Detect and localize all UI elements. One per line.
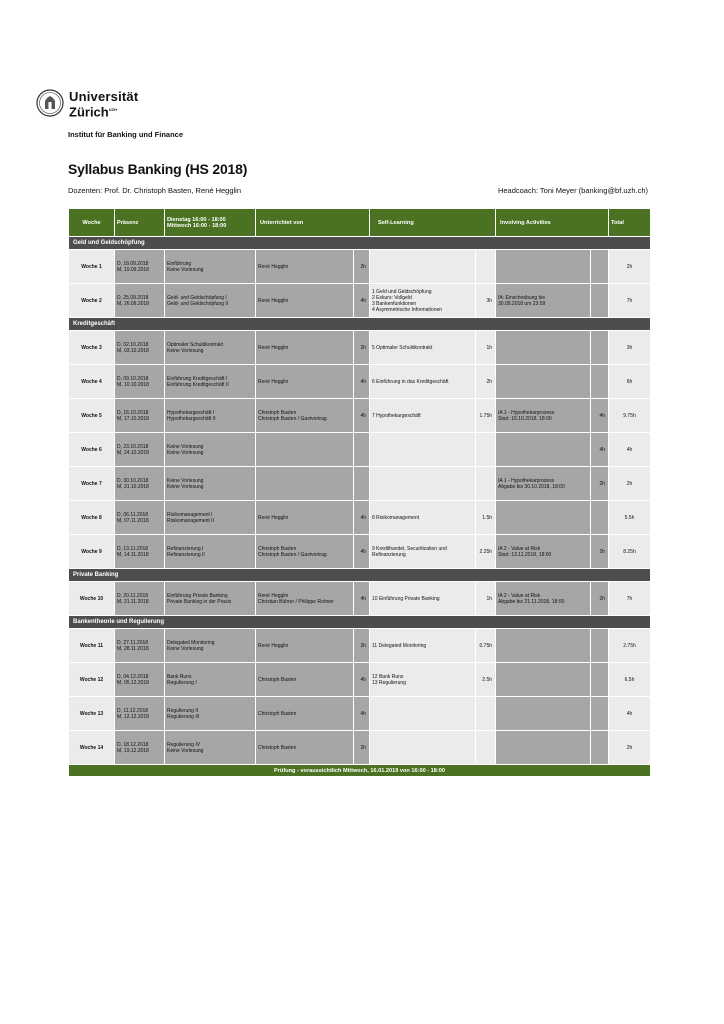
topic-cell — [165, 399, 256, 433]
involving-1: IA 1 - Hypothekarprozess — [498, 409, 555, 416]
col-time — [165, 209, 256, 237]
topic-cell — [165, 331, 256, 365]
topic-wed: Einführung Kreditgeschäft II — [167, 381, 229, 388]
teacher-hours — [354, 467, 370, 501]
teacher-cell — [256, 697, 354, 731]
table-row — [69, 501, 651, 535]
date-tue: D, 13.11.2018 — [117, 545, 149, 552]
date-wed: M, 21.11.2018 — [117, 598, 149, 605]
uzh-name-line1: Universität — [69, 89, 139, 104]
date-wed: M, 17.10.2018 — [117, 415, 149, 422]
time-1: Dienstag 16:00 - 18:00 — [167, 216, 226, 223]
teacher-hours: 2h — [354, 629, 370, 663]
topic-tue: Regulierung II — [167, 707, 199, 714]
table-row — [69, 399, 651, 433]
section-title: Bankentheorie und Regulierung — [69, 616, 651, 629]
table-row — [69, 284, 651, 318]
self-learning-hours: 2h — [476, 365, 496, 399]
topic-tue: Refinanzierung I — [167, 545, 204, 552]
teacher-2: Christoph Basten / Gastvortrag — [258, 415, 327, 422]
teacher-hours: 4h — [354, 697, 370, 731]
date-tue: D, 18.12.2018 — [117, 741, 149, 748]
topic-tue: Keine Vorlesung — [167, 477, 204, 484]
total-hours: 7h — [609, 582, 651, 616]
syllabus-table — [68, 208, 651, 777]
table-row — [69, 535, 651, 569]
teacher-1: René Hegglin — [258, 263, 289, 270]
involving-hours — [591, 284, 609, 318]
involving-hours — [591, 663, 609, 697]
self-learning-cell — [370, 629, 476, 663]
involving-2: 30.09.2018 um 23:59 — [498, 300, 546, 307]
date-tue: D, 18.09.2018 — [117, 260, 149, 267]
page-title: Syllabus Banking (HS 2018) — [68, 161, 248, 177]
institute-name: Institut für Banking und Finance — [68, 130, 183, 139]
teacher-1: René Hegglin — [258, 592, 289, 599]
topic-wed: Keine Vorlesung — [167, 449, 204, 456]
involving-cell — [496, 433, 591, 467]
involving-cell — [496, 284, 591, 318]
table-row — [69, 433, 651, 467]
total-hours: 9.75h — [609, 399, 651, 433]
section-row — [69, 569, 651, 582]
topic-tue: Risikomanagement I — [167, 511, 213, 518]
teacher-cell — [256, 629, 354, 663]
table-row — [69, 331, 651, 365]
topic-cell — [165, 629, 256, 663]
week-label: Woche 2 — [69, 284, 115, 318]
teacher-1: Christoph Basten — [258, 744, 297, 751]
table-row — [69, 582, 651, 616]
self-learning-hours: 2.25h — [476, 535, 496, 569]
week-label: Woche 9 — [69, 535, 115, 569]
date-tue: D, 11.12.2018 — [117, 707, 149, 714]
dates-cell — [115, 501, 165, 535]
date-wed: M, 26.09.2018 — [117, 300, 149, 307]
dates-cell — [115, 663, 165, 697]
self-learning-item: 2 Exkurs: Vollgeld — [372, 294, 412, 301]
teacher-cell — [256, 663, 354, 697]
involving-cell — [496, 250, 591, 284]
topic-tue: Keine Vorlesung — [167, 443, 204, 450]
teacher-1: René Hegglin — [258, 344, 289, 351]
involving-hours — [591, 365, 609, 399]
self-learning-hours: 2.5h — [476, 663, 496, 697]
topic-wed: Refinanzierung II — [167, 551, 205, 558]
self-learning-item: 12 Bank Runs — [372, 673, 404, 680]
total-hours: 8.25h — [609, 535, 651, 569]
date-tue: D, 09.10.2018 — [117, 375, 149, 382]
topic-tue: Einführung Kreditgeschäft I — [167, 375, 228, 382]
date-wed: M, 19.09.2018 — [117, 266, 149, 273]
date-tue: D, 25.09.2018 — [117, 294, 149, 301]
teacher-1: René Hegglin — [258, 378, 289, 385]
self-learning-item: 7 Hypothekargeschäft — [372, 412, 421, 419]
total-hours: 3h — [609, 331, 651, 365]
topic-wed: Hypothekargeschäft II — [167, 415, 216, 422]
date-wed: M, 10.10.2018 — [117, 381, 149, 388]
topic-cell — [165, 663, 256, 697]
date-wed: M, 12.12.2018 — [117, 713, 149, 720]
self-learning-cell — [370, 250, 476, 284]
self-learning-cell — [370, 731, 476, 765]
date-wed: M, 28.11.2018 — [117, 645, 149, 652]
teacher-1: Christoph Basten — [258, 545, 297, 552]
self-learning-cell — [370, 284, 476, 318]
total-hours: 6.5h — [609, 663, 651, 697]
uzh-name-line2: Zürich$^{UZH}$ — [69, 104, 117, 120]
dates-cell — [115, 284, 165, 318]
date-tue: D, 06.11.2018 — [117, 511, 149, 518]
teacher-cell — [256, 365, 354, 399]
table-row — [69, 663, 651, 697]
self-learning-hours — [476, 250, 496, 284]
involving-cell — [496, 582, 591, 616]
topic-tue: Optimaler Schuldkontrakt — [167, 341, 224, 348]
involving-cell — [496, 535, 591, 569]
teacher-1: Christoph Basten — [258, 409, 297, 416]
involving-cell — [496, 629, 591, 663]
topic-cell — [165, 284, 256, 318]
teacher-1: René Hegglin — [258, 642, 289, 649]
teacher-1: Christoph Basten — [258, 676, 297, 683]
involving-1: IA 1 - Hypothekarprozess — [498, 477, 555, 484]
self-learning-item: 6 Einführung in das Kreditgeschäft — [372, 378, 449, 385]
involving-hours: 4h — [591, 433, 609, 467]
self-learning-cell — [370, 467, 476, 501]
date-tue: D, 20.11.2018 — [117, 592, 149, 599]
topic-cell — [165, 250, 256, 284]
topic-wed: Risikomanagement II — [167, 517, 214, 524]
total-hours: 2.75h — [609, 629, 651, 663]
dates-cell — [115, 467, 165, 501]
uzh-logo — [36, 89, 356, 119]
dates-cell — [115, 629, 165, 663]
self-learning-hours: 1h — [476, 331, 496, 365]
teacher-hours: 4h — [354, 501, 370, 535]
teacher-cell — [256, 535, 354, 569]
topic-wed: Geld- und Geldschöpfung II — [167, 300, 229, 307]
self-learning-cell — [370, 663, 476, 697]
involving-cell — [496, 331, 591, 365]
teacher-cell — [256, 501, 354, 535]
date-tue: D, 27.11.2018 — [117, 639, 149, 646]
teacher-hours: 2h — [354, 250, 370, 284]
topic-tue: Bank Runs — [167, 673, 192, 680]
week-label: Woche 6 — [69, 433, 115, 467]
topic-tue: Regulierung IV — [167, 741, 201, 748]
topic-tue: Einführung Private Banking — [167, 592, 228, 599]
topic-cell — [165, 501, 256, 535]
teacher-cell — [256, 331, 354, 365]
self-learning-cell — [370, 433, 476, 467]
self-learning-hours — [476, 697, 496, 731]
self-learning-hours: 1h — [476, 582, 496, 616]
involving-hours — [591, 331, 609, 365]
self-learning-cell — [370, 365, 476, 399]
col-praesenz: Präsenz — [115, 209, 165, 237]
week-label: Woche 14 — [69, 731, 115, 765]
involving-hours — [591, 629, 609, 663]
self-learning-hours: 0.75h — [476, 629, 496, 663]
teacher-hours: 4h — [354, 365, 370, 399]
involving-hours — [591, 250, 609, 284]
date-wed: M, 14.11.2018 — [117, 551, 149, 558]
self-learning-cell — [370, 399, 476, 433]
time-2: Mittwoch 16:00 - 18:00 — [167, 222, 227, 229]
date-tue: D, 23.10.2018 — [117, 443, 149, 450]
table-row — [69, 467, 651, 501]
date-wed: M, 03.10.2018 — [117, 347, 149, 354]
involving-hours: 2h — [591, 535, 609, 569]
table-row — [69, 731, 651, 765]
topic-wed: Keine Vorlesung — [167, 483, 204, 490]
table-header — [69, 209, 651, 237]
total-hours: 4h — [609, 433, 651, 467]
self-learning-item: Refinanzierung — [372, 551, 406, 558]
date-tue: D, 04.12.2018 — [117, 673, 149, 680]
involving-cell — [496, 501, 591, 535]
self-learning-item: 10 Einführung Private Banking — [372, 595, 440, 602]
exam-row — [69, 765, 651, 777]
total-hours: 7h — [609, 284, 651, 318]
self-learning-item: 9 Kredithandel, Securitization und — [372, 545, 447, 552]
col-total: Total — [609, 209, 651, 237]
section-title: Kreditgeschäft — [69, 318, 651, 331]
involving-cell — [496, 663, 591, 697]
total-hours: 2h — [609, 731, 651, 765]
date-wed: M, 19.12.2018 — [117, 747, 149, 754]
teacher-hours — [354, 433, 370, 467]
self-learning-cell — [370, 697, 476, 731]
week-label: Woche 1 — [69, 250, 115, 284]
teacher-cell — [256, 399, 354, 433]
exam-text: Prüfung - voraussichtlich Mittwoch, 16.01.2019 von 16:00 - 18:00 — [69, 765, 651, 777]
section-row — [69, 237, 651, 250]
section-row — [69, 616, 651, 629]
self-learning-item: 11 Delegated Monitoring — [372, 642, 427, 649]
date-wed: M, 05.12.2018 — [117, 679, 149, 686]
self-learning-hours — [476, 433, 496, 467]
topic-cell — [165, 433, 256, 467]
teacher-cell — [256, 433, 354, 467]
section-row — [69, 318, 651, 331]
topic-cell — [165, 697, 256, 731]
uzh-seal-icon — [36, 89, 64, 117]
self-learning-item: 5 Optimaler Schuldkontrakt — [372, 344, 433, 351]
week-label: Woche 3 — [69, 331, 115, 365]
total-hours: 2h — [609, 467, 651, 501]
week-label: Woche 12 — [69, 663, 115, 697]
date-wed: M, 31.10.2018 — [117, 483, 149, 490]
involving-hours: 4h — [591, 399, 609, 433]
section-title: Geld und Geldschöpfung — [69, 237, 651, 250]
table-row — [69, 697, 651, 731]
topic-wed: Keine Vorlesung — [167, 645, 204, 652]
topic-tue: Einführung — [167, 260, 192, 267]
dates-cell — [115, 399, 165, 433]
topic-cell — [165, 582, 256, 616]
teacher-cell — [256, 582, 354, 616]
self-learning-hours — [476, 467, 496, 501]
involving-1: IA 2 - Value at Risk — [498, 592, 541, 599]
involving-hours — [591, 501, 609, 535]
self-learning-hours: 1.75h — [476, 399, 496, 433]
teacher-1: Christoph Basten — [258, 710, 297, 717]
date-tue: D, 02.10.2018 — [117, 341, 149, 348]
uzh-sup: UZH — [108, 107, 117, 112]
week-label: Woche 8 — [69, 501, 115, 535]
table-row — [69, 250, 651, 284]
table-row — [69, 365, 651, 399]
self-learning-hours — [476, 731, 496, 765]
topic-tue: Geld- und Geldschöpfung I — [167, 294, 227, 301]
self-learning-hours: 1.5h — [476, 501, 496, 535]
section-title: Private Banking — [69, 569, 651, 582]
teacher-hours: 4h — [354, 284, 370, 318]
total-hours: 4h — [609, 697, 651, 731]
dates-cell — [115, 535, 165, 569]
self-learning-cell — [370, 501, 476, 535]
topic-cell — [165, 731, 256, 765]
week-label: Woche 5 — [69, 399, 115, 433]
dates-cell — [115, 433, 165, 467]
teacher-hours: 4h — [354, 535, 370, 569]
date-tue: D, 16.10.2018 — [117, 409, 149, 416]
teacher-hours: 2h — [354, 731, 370, 765]
week-label: Woche 13 — [69, 697, 115, 731]
date-wed: M, 24.10.2018 — [117, 449, 149, 456]
week-label: Woche 7 — [69, 467, 115, 501]
dates-cell — [115, 582, 165, 616]
involving-1: IA 2 - Value at Risk — [498, 545, 541, 552]
teacher-hours: 4h — [354, 582, 370, 616]
week-label: Woche 10 — [69, 582, 115, 616]
headcoach: Headcoach: Toni Meyer (banking@bf.uzh.ch) — [497, 186, 648, 195]
week-label: Woche 11 — [69, 629, 115, 663]
topic-wed: Keine Vorlesung — [167, 347, 204, 354]
date-tue: D, 30.10.2018 — [117, 477, 149, 484]
involving-cell — [496, 697, 591, 731]
teacher-hours: 2h — [354, 331, 370, 365]
dates-cell — [115, 250, 165, 284]
involving-hours: 2h — [591, 467, 609, 501]
topic-wed: Keine Vorlesung — [167, 747, 204, 754]
topic-cell — [165, 467, 256, 501]
self-learning-item: 8 Risikomanagement — [372, 514, 419, 521]
topic-cell — [165, 535, 256, 569]
teacher-cell — [256, 467, 354, 501]
dates-cell — [115, 731, 165, 765]
involving-1: IA: Einschreibung bis — [498, 294, 545, 301]
teacher-1: René Hegglin — [258, 297, 289, 304]
total-hours: 6h — [609, 365, 651, 399]
involving-2: Start: 13.11.2018, 18:00 — [498, 551, 552, 558]
date-wed: M, 07.11.2018 — [117, 517, 149, 524]
teacher-hours: 4h — [354, 663, 370, 697]
total-hours: 5.5h — [609, 501, 651, 535]
self-learning-hours: 3h — [476, 284, 496, 318]
col-involving: Involving Activities — [496, 209, 609, 237]
teacher-1: René Hegglin — [258, 514, 289, 521]
involving-hours: 2h — [591, 582, 609, 616]
involving-cell — [496, 467, 591, 501]
self-learning-item: 4 Asymmetrische Informationen — [372, 306, 443, 313]
teacher-2: Christian Bührer / Philippe Rohner — [258, 598, 334, 605]
dates-cell — [115, 365, 165, 399]
involving-2: Abgabe bis 30.10.2018, 18:00 — [498, 483, 565, 490]
self-learning-item: 3 Bankenfunktionen — [372, 300, 417, 307]
involving-hours — [591, 731, 609, 765]
lecturers: Dozenten: Prof. Dr. Christoph Basten, René Hegglin — [68, 186, 242, 195]
self-learning-cell — [370, 331, 476, 365]
col-self-learning: Self-Learning — [370, 209, 496, 237]
topic-tue: Hypothekargeschäft I — [167, 409, 215, 416]
teacher-cell — [256, 284, 354, 318]
involving-cell — [496, 731, 591, 765]
topic-cell — [165, 365, 256, 399]
involving-cell — [496, 365, 591, 399]
teacher-cell — [256, 250, 354, 284]
dates-cell — [115, 697, 165, 731]
teacher-cell — [256, 731, 354, 765]
involving-2: Abgabe bis 21.11.2018, 18:00 — [498, 598, 565, 605]
topic-wed: Regulierung III — [167, 713, 200, 720]
col-unterrichtet: Unterrichtet von — [256, 209, 370, 237]
teacher-2: Christoph Basten / Gastvortrag — [258, 551, 327, 558]
topic-wed: Private Banking in der Praxis — [167, 598, 232, 605]
topic-tue: Delegated Monitoring — [167, 639, 215, 646]
involving-hours — [591, 697, 609, 731]
topic-wed: Regulierung I — [167, 679, 197, 686]
self-learning-cell — [370, 582, 476, 616]
week-label: Woche 4 — [69, 365, 115, 399]
involving-2: Start: 16.10.2018, 18:00 — [498, 415, 552, 422]
topic-wed: Keine Vorlesung — [167, 266, 204, 273]
total-hours: 2h — [609, 250, 651, 284]
self-learning-cell — [370, 535, 476, 569]
teacher-hours: 4h — [354, 399, 370, 433]
self-learning-item: 13 Regulierung — [372, 679, 406, 686]
self-learning-item: 1 Geld und Geldschöpfung — [372, 288, 432, 295]
dates-cell — [115, 331, 165, 365]
col-woche: Woche — [69, 209, 115, 237]
involving-cell — [496, 399, 591, 433]
table-row — [69, 629, 651, 663]
